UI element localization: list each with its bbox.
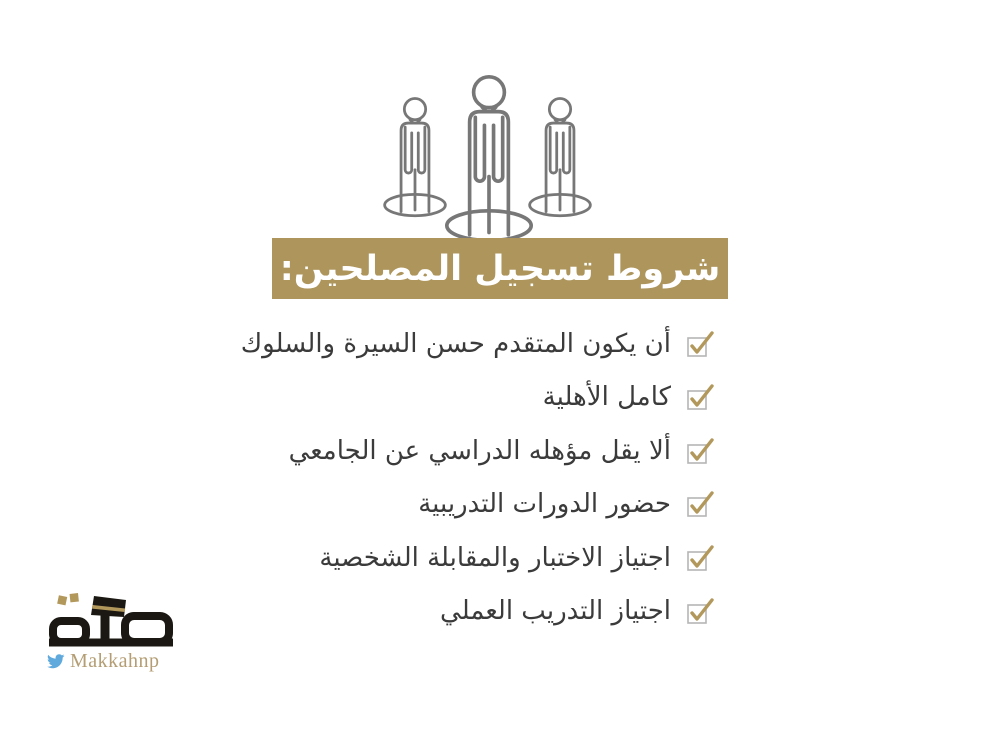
title-banner xyxy=(272,238,728,299)
requirement-item xyxy=(241,370,717,424)
requirement-text: اجتياز الاختبار والمقابلة الشخصية xyxy=(319,542,671,573)
poster-title: شروط تسجيل المصلحين: xyxy=(279,248,721,289)
twitter-bird-icon xyxy=(46,652,65,671)
person-outline-icon xyxy=(519,96,601,219)
requirement-item xyxy=(241,530,717,584)
checked-checkbox-icon xyxy=(686,437,717,465)
requirement-item xyxy=(241,477,717,531)
requirement-text: أن يكون المتقدم حسن السيرة والسلوك xyxy=(240,328,671,359)
checked-checkbox-icon xyxy=(686,383,717,411)
checked-checkbox-icon xyxy=(686,490,717,518)
requirement-item xyxy=(241,423,717,477)
requirement-text: ألا يقل مؤهله الدراسي عن الجامعي xyxy=(288,435,671,466)
checked-checkbox-icon xyxy=(686,597,717,625)
makkah-logo-icon xyxy=(45,591,177,649)
checked-checkbox-icon xyxy=(686,330,717,358)
makkah-newspaper-logo xyxy=(45,591,179,673)
requirement-item xyxy=(241,584,717,638)
requirement-item xyxy=(241,316,717,370)
twitter-handle-text: Makkahnp xyxy=(70,650,160,672)
requirement-text: اجتياز التدريب العملي xyxy=(440,596,671,627)
requirements-list xyxy=(241,316,717,637)
requirement-text: حضور الدورات التدريبية xyxy=(418,489,671,520)
twitter-handle-row xyxy=(45,650,179,673)
requirement-text: كامل الأهلية xyxy=(542,382,671,413)
checked-checkbox-icon xyxy=(686,544,717,572)
